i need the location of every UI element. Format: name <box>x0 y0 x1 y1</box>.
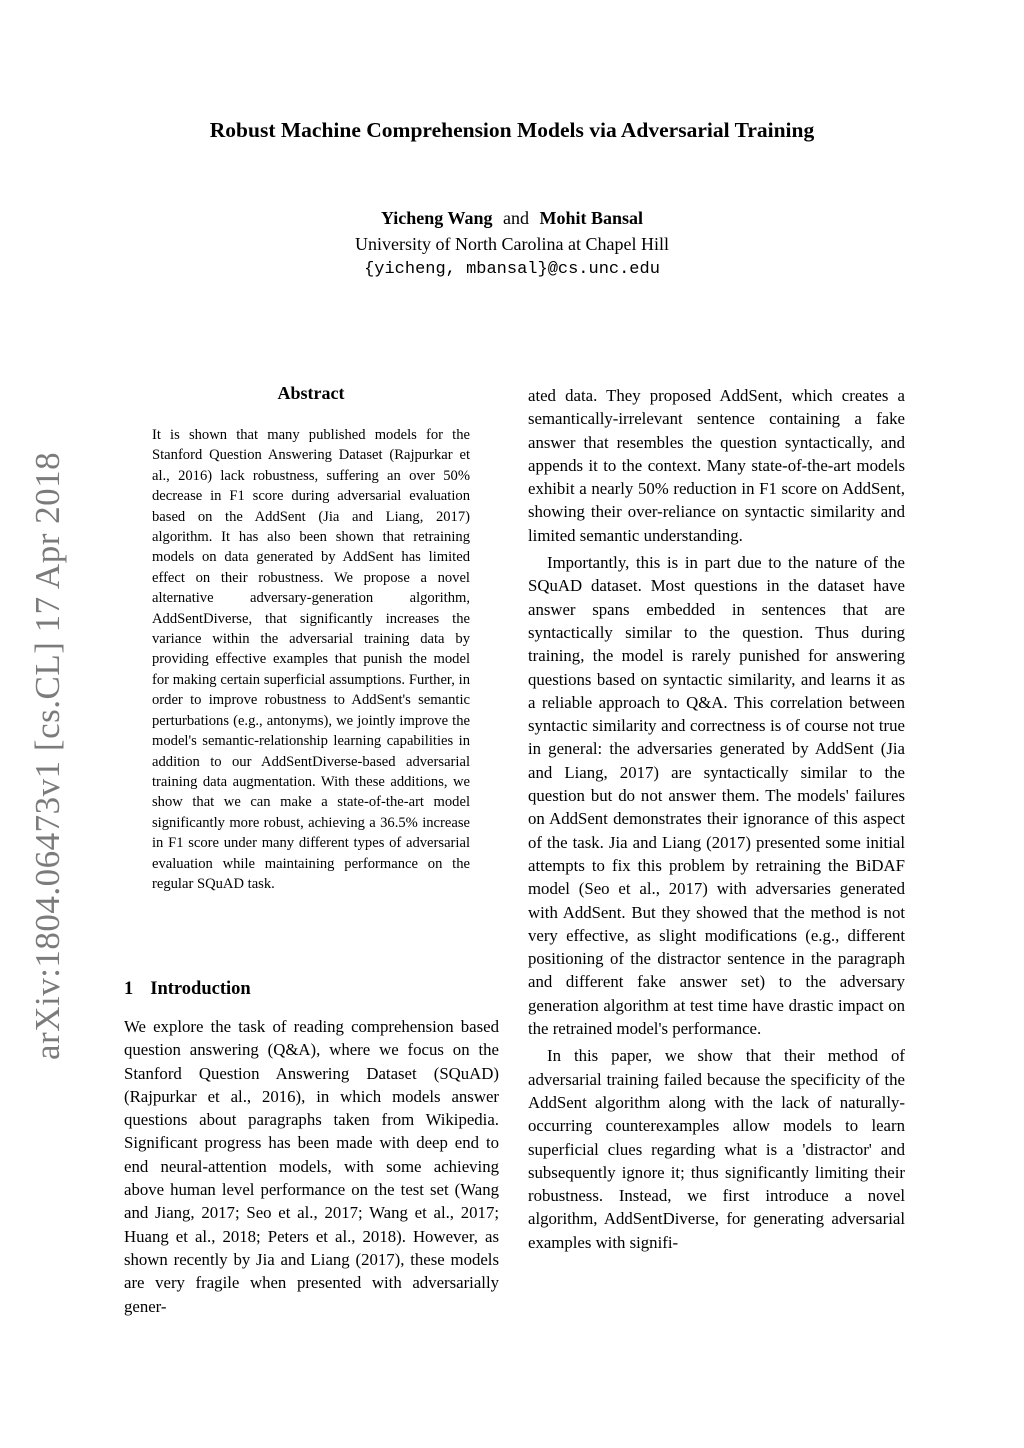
author-separator: and <box>503 208 529 228</box>
section-title: Introduction <box>150 979 251 999</box>
author-email: {yicheng, mbansal}@cs.unc.edu <box>364 260 660 279</box>
intro-left-column <box>124 1015 499 1318</box>
arxiv-stamp: arXiv:1804.06473v1 [cs.CL] 17 Apr 2018 <box>28 451 67 1060</box>
intro-paragraph: In this paper, we show that their method of adversarial training failed because the specificity of the AddSent algorithm along with the lack of naturally-occurring counterexamples allow models to learn superficial clues regarding what is a 'distractor' and subsequently ignore it; thus significantly limiting their robustness. Instead, we first introduce a novel algorithm, AddSentDiverse, for generating adversarial examples with signifi- <box>528 1046 905 1252</box>
intro-paragraph: ated data. They proposed AddSent, which creates a semantically-irrelevant sentence containing a fake answer that resembles the question syntactically, and appends it to the context. Many state-of-the-art models exhibit a nearly 50% reduction in F1 score on AddSent, showing their over-reliance on syntactic similarity and limited semantic understanding. <box>528 386 905 545</box>
abstract-heading: Abstract <box>277 383 345 403</box>
abstract-text: It is shown that many published models for the Stanford Question Answering Dataset (Rajpurkar et al., 2016) lack robustness, suffering an over 50% decrease in F1 score during adversarial evaluation based on the AddSent (Jia and Liang, 2017) algorithm. It has also been shown that retraining models on data generated by AddSent has limited effect on their robustness. We propose a novel alternative adversary-generation algorithm, AddSentDiverse, that significantly increases the variance within the adversarial training data by providing effective examples that punish the model for making certain superficial assumptions. Further, in order to improve robustness to AddSent's semantic perturbations (e.g., antonyms), we jointly improve the model's semantic-relationship learning capabilities in addition to our AddSentDiverse-based adversarial training data augmentation. With these additions, we show that we can make a state-of-the-art model significantly more robust, achieving a 36.5% increase in F1 score under many different types of adversarial evaluation while maintaining performance on the regular SQuAD task. <box>152 427 470 892</box>
paper-title: Robust Machine Comprehension Models via Adversarial Training <box>209 118 815 142</box>
author-name: Mohit Bansal <box>539 208 644 228</box>
affiliation: University of North Carolina at Chapel Hill <box>355 234 669 254</box>
section-number: 1 <box>124 979 134 999</box>
intro-paragraph: We explore the task of reading comprehension based question answering (Q&A), where we focus on the Stanford Question Answering Dataset (SQuAD) (Rajpurkar et al., 2016), in which models answer questions about paragraphs taken from Wikipedia. Significant progress has been made with deep end to end neural-attention models, with some achieving above human level performance on the test set (Wang and Jiang, 2017; Seo et al., 2017; Wang et al., 2017; Huang et al., 2018; Peters et al., 2018). However, as shown recently by Jia and Liang (2017), these models are very fragile when presented with adversarially gener- <box>124 1017 499 1316</box>
author-line <box>0 205 1024 231</box>
author-name: Yicheng Wang <box>380 208 493 228</box>
author-block <box>0 205 1024 283</box>
intro-paragraph: Importantly, this is in part due to the nature of the SQuAD dataset. Most questions in the dataset have answer spans embedded in sentences that are syntactically similar to the question. Thus during training, the model is rarely punished for answering questions based on syntactic similarity, and learns it as a reliable approach to Q&A. This correlation between syntactic similarity and correctness is of course not true in general: the adversaries generated by AddSent (Jia and Liang, 2017) are syntactically similar to the question but do not answer them. The models' failures on AddSent demonstrates their ignorance of this aspect of the task. Jia and Liang (2017) presented some initial attempts to fix this problem by retraining the BiDAF model (Seo et al., 2017) with adversaries generated with AddSent. But they showed that the method is not very effective, as slight modifications (e.g., different positioning of the distractor sentence in the paragraph and different fake answer set) to the adversary generation algorithm at test time have drastic impact on the retrained model's performance. <box>528 553 905 1039</box>
section-heading <box>124 979 251 1000</box>
intro-right-column <box>528 384 905 1254</box>
